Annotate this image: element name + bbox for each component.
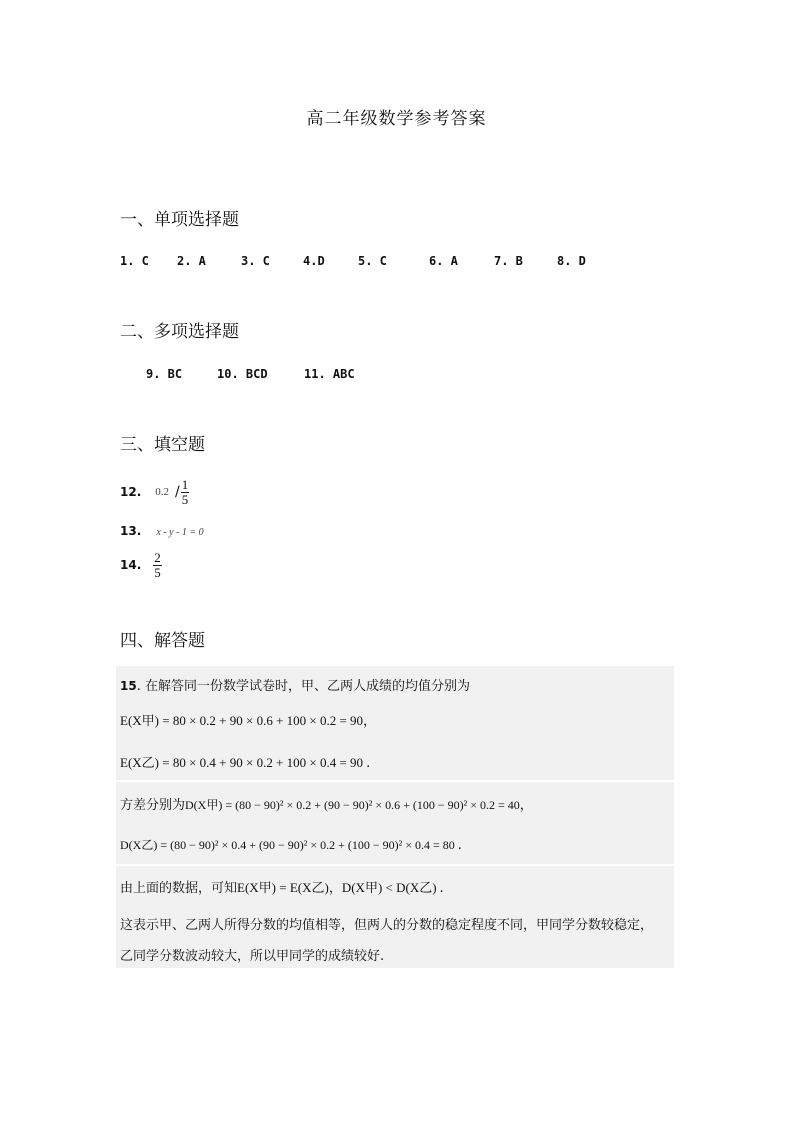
answer-2: 2. A (177, 254, 206, 268)
question-number: 13. (120, 524, 142, 538)
question-number: 14. (120, 558, 142, 572)
separator: / (175, 484, 180, 500)
q15-intro (120, 675, 470, 694)
q15-variance-jia (120, 794, 533, 813)
fraction-numerator: 2 (154, 549, 161, 565)
answer-4: 4.D (303, 254, 325, 268)
formula: E(X甲) = 80 × 0.2 + 90 × 0.6 + 100 × 0.2 = 90 (120, 713, 364, 728)
page-title: 高二年级数学参考答案 (306, 109, 487, 129)
punctuation: . (457, 838, 462, 853)
punctuation: ， (363, 714, 377, 729)
q15-mean-yi (120, 752, 370, 771)
answer-14 (120, 547, 162, 583)
q15-variance-yi (120, 836, 462, 853)
answer-12 (120, 474, 189, 510)
q15-intro-text: . 在解答同一份数学试卷时，甲、乙两人成绩的均值分别为 (136, 679, 470, 694)
answer-value: 0.2 (155, 486, 170, 498)
punctuation: ， (328, 881, 342, 896)
formula-variance-compare: D(X甲) < D(X乙) (341, 880, 437, 895)
answer-7: 7. B (494, 254, 523, 268)
answer-9: 9. BC (146, 367, 183, 381)
q15-conclusion (120, 877, 444, 896)
label: 方差分别为 (120, 798, 186, 813)
answer-equation: x - y - 1 = 0 (156, 527, 204, 538)
formula-mean-equal: E(X甲) = E(X乙) (237, 880, 329, 895)
fraction (181, 478, 190, 507)
answer-10: 10. BCD (217, 367, 268, 381)
label: 由上面的数据，可知 (120, 881, 238, 896)
section-heading-single-choice: 一、单项选择题 (120, 210, 239, 230)
formula: D(X甲) = (80 − 90)² × 0.2 + (90 − 90)² × 0.6 + (100 − 90)² × 0.2 = 40 (185, 798, 520, 812)
answer-11: 11. ABC (304, 367, 355, 381)
punctuation: ， (519, 798, 533, 813)
fraction-numerator: 1 (181, 476, 189, 492)
formula: E(X乙) = 80 × 0.4 + 90 × 0.2 + 100 × 0.4 = 90 (120, 755, 364, 770)
question-number: 12. (120, 485, 142, 499)
formula: D(X乙) = (80 − 90)² × 0.4 + (90 − 90)² × 0.2 + (100 − 90)² × 0.4 = 80 (120, 838, 455, 852)
punctuation: . (366, 756, 371, 771)
fraction (153, 551, 162, 580)
section-heading-fill-blank: 三、填空题 (120, 435, 205, 455)
fraction-denominator: 5 (181, 491, 189, 507)
q15-explanation-line-2: 乙同学分数波动较大，所以甲同学的成绩较好. (120, 949, 385, 964)
answer-5: 5. C (358, 254, 387, 268)
q15-mean-jia (120, 710, 376, 729)
section-heading-multi-choice: 二、多项选择题 (120, 322, 239, 342)
answer-6: 6. A (429, 254, 458, 268)
answer-13 (120, 520, 204, 539)
answer-1: 1. C (120, 254, 149, 268)
answer-3: 3. C (241, 254, 270, 268)
fraction-denominator: 5 (154, 564, 161, 580)
answer-8: 8. D (557, 254, 586, 268)
q15-explanation-line-1: 这表示甲、乙两人所得分数的均值相等，但两人的分数的稳定程度不同，甲同学分数较稳定， (120, 918, 654, 933)
punctuation: . (439, 881, 444, 896)
section-heading-solution: 四、解答题 (120, 631, 205, 651)
question-number: 15 (120, 679, 137, 693)
